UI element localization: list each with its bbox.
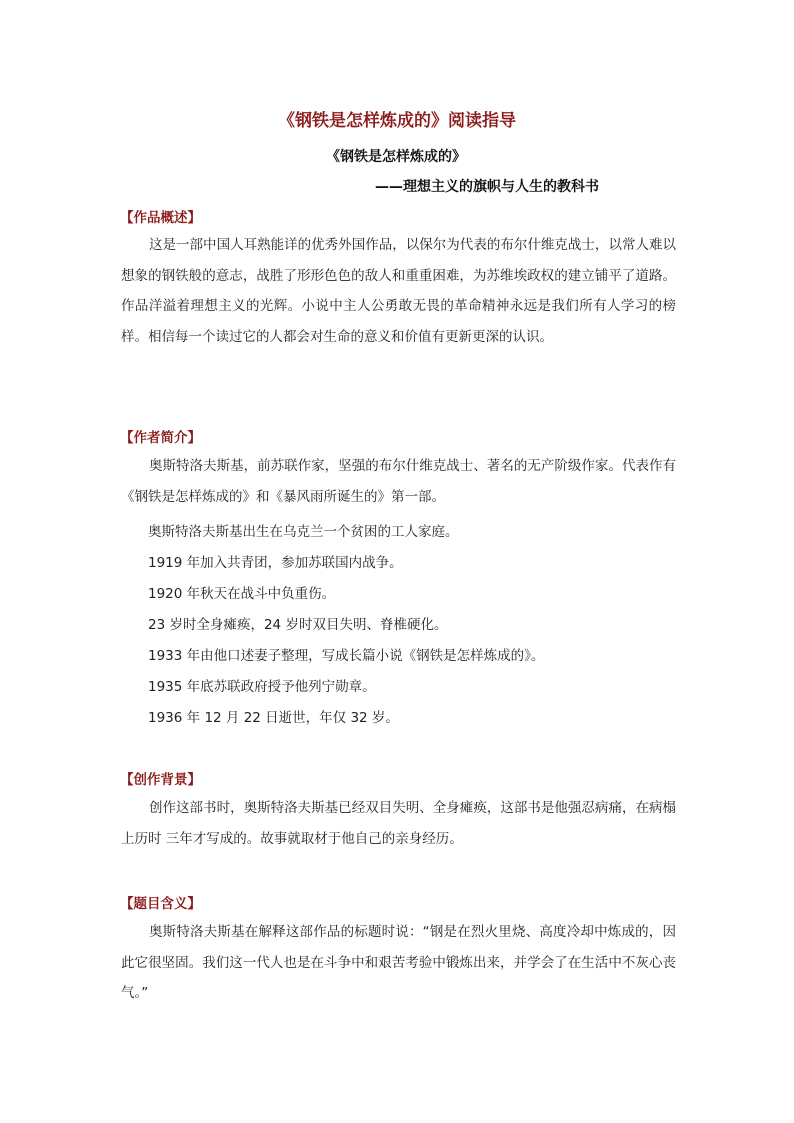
document-title: 《钢铁是怎样炼成的》阅读指导 [278,111,516,131]
background-text: 创作这部书时，奥斯特洛夫斯基已经双目失明、全身瘫痪，这部书是他强忍病痛，在病榻上历时 三年才写成的。故事就取材于他自己的亲身经历。 [121,800,676,847]
background-heading: 【创作背景】 [120,772,201,788]
author-line: 奥斯特洛夫斯基出生在乌克兰一个贫困的工人家庭。 [148,524,459,540]
author-line: 1919 年加入共青团，参加苏联国内战争。 [148,555,403,571]
author-line: 1936 年 12 月 22 日逝世，年仅 32 岁。 [148,710,399,726]
meaning-heading: 【题目含义】 [120,896,201,912]
author-line: 1933 年由他口述妻子整理，写成长篇小说《钢铁是怎样炼成的》。 [148,648,545,664]
meaning-text: 奥斯特洛夫斯基在解释这部作品的标题时说：“钢是在烈火里烧、高度冷却中炼成的，因此它很坚固。我们这一代人也是在斗争中和艰苦考验中锻炼出来，并学会了在生活中不灰心丧气。” [121,924,676,1001]
author-heading: 【作者简介】 [120,430,201,446]
overview-heading: 【作品概述】 [120,210,201,226]
author-line: 1935 年底苏联政府授予他列宁勋章。 [148,679,376,695]
author-line: 23 岁时全身瘫痪，24 岁时双目失明、脊椎硬化。 [148,617,448,633]
overview-text: 这是一部中国人耳熟能详的优秀外国作品，以保尔为代表的布尔什维克战士，以常人难以想象的钢铁般的意志，战胜了形形色色的敌人和重重困难，为苏维埃政权的建立铺平了道路。作品洋溢着理想主义的光辉。小说中主人公勇敢无畏的革命精神永远是我们所有人学习的榜样。相信每一个读过它的人都会对生命的意义和价值有更新更深的认识。 [121,237,676,345]
author-line: 1920 年秋天在战斗中负重伤。 [148,586,336,602]
document-subtitle: 《钢铁是怎样炼成的》 [326,149,466,165]
author-text: 奥斯特洛夫斯基，前苏联作家，坚强的布尔什维克战士、著名的无产阶级作家。代表作有《钢铁是怎样炼成的》和《暴风雨所诞生的》第一部。 [121,458,676,505]
document-subline: ——理想主义的旗帜与人生的教科书 [375,179,599,195]
